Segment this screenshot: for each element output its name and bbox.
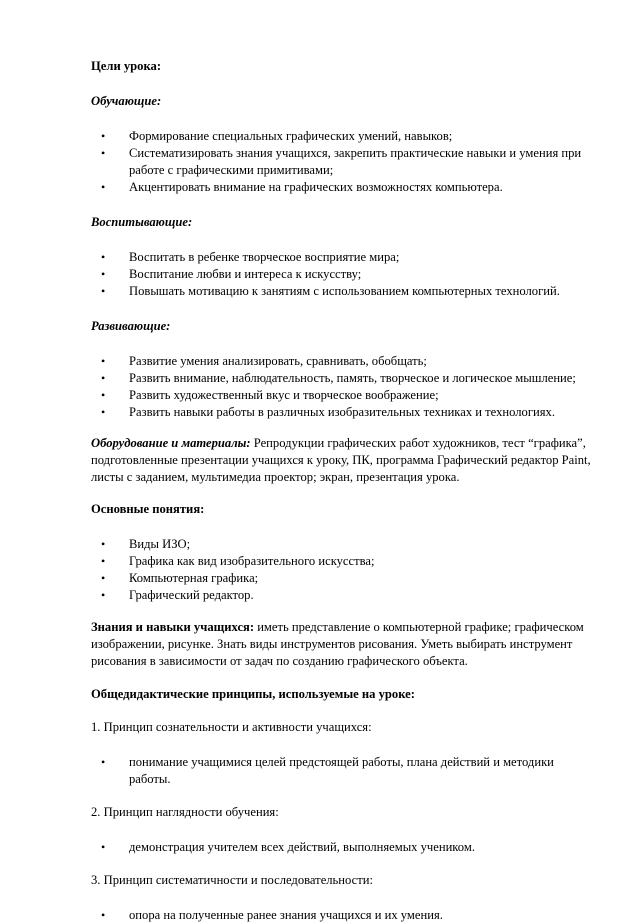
developing-list bbox=[91, 353, 591, 421]
list-item-text: Развить навыки работы в различных изобразительных техниках и технологиях. bbox=[129, 405, 555, 419]
bullet-icon: • bbox=[101, 371, 106, 385]
principle-3-heading: 3. Принцип систематичности и последовательности: bbox=[91, 873, 373, 887]
list-item bbox=[91, 387, 591, 404]
list-item bbox=[91, 370, 591, 387]
skills-paragraph bbox=[91, 619, 591, 670]
list-item-text: демонстрация учителем всех действий, выполняемых учеником. bbox=[129, 840, 475, 854]
list-item bbox=[91, 179, 591, 196]
list-item-text: опора на полученные ранее знания учащихся и их умения. bbox=[129, 908, 443, 922]
list-item-text: Акцентировать внимание на графических возможностях компьютера. bbox=[129, 180, 503, 194]
principle-1-heading: 1. Принцип сознательности и активности учащихся: bbox=[91, 720, 372, 734]
bullet-icon: • bbox=[101, 554, 106, 568]
bullet-icon: • bbox=[101, 571, 106, 585]
bullet-icon: • bbox=[101, 267, 106, 281]
equipment-label: Оборудование и материалы: bbox=[91, 436, 251, 450]
list-item-text: Воспитать в ребенке творческое восприятие мира; bbox=[129, 250, 400, 264]
list-item bbox=[91, 283, 591, 300]
list-item bbox=[91, 404, 591, 421]
list-item bbox=[91, 754, 591, 788]
bullet-icon: • bbox=[101, 284, 106, 298]
list-item bbox=[91, 587, 591, 604]
goals-heading: Цели урока: bbox=[91, 59, 162, 73]
bullet-icon: • bbox=[101, 537, 106, 551]
list-item bbox=[91, 145, 591, 179]
upbringing-heading: Воспитывающие: bbox=[91, 215, 193, 229]
list-item bbox=[91, 839, 591, 856]
bullet-icon: • bbox=[101, 388, 106, 402]
bullet-icon: • bbox=[101, 354, 106, 368]
teaching-list bbox=[91, 128, 591, 196]
teaching-heading: Обучающие: bbox=[91, 94, 162, 108]
concepts-heading: Основные понятия: bbox=[91, 502, 205, 516]
list-item bbox=[91, 249, 591, 266]
list-item-text: Повышать мотивацию к занятиям с использованием компьютерных технологий. bbox=[129, 284, 560, 298]
bullet-icon: • bbox=[101, 840, 106, 854]
list-item-text: Развитие умения анализировать, сравнивать, обобщать; bbox=[129, 354, 427, 368]
principle-2-list bbox=[91, 839, 591, 856]
list-item-text: Воспитание любви и интереса к искусству; bbox=[129, 267, 362, 281]
bullet-icon: • bbox=[101, 180, 106, 194]
concepts-list bbox=[91, 536, 591, 604]
principle-1-list bbox=[91, 754, 591, 788]
list-item bbox=[91, 128, 591, 145]
list-item bbox=[91, 907, 591, 924]
equipment-text: Репродукции графических работ художников, тест “графика”, подготовленные презентации учащихся к уроку, ПК, программа Графический редактор Paint, листы с заданием, мультимедиа проектор; экран, презентация урока. bbox=[91, 436, 591, 484]
list-item-text: Графический редактор. bbox=[129, 588, 254, 602]
list-item-text: Систематизировать знания учащихся, закрепить практические навыки и умения при работе с графическими примитивами; bbox=[129, 146, 582, 177]
developing-heading: Развивающие: bbox=[91, 319, 171, 333]
list-item bbox=[91, 353, 591, 370]
list-item-text: Виды ИЗО; bbox=[129, 537, 191, 551]
list-item-text: Развить внимание, наблюдательность, память, творческое и логическое мышление; bbox=[129, 371, 576, 385]
bullet-icon: • bbox=[101, 405, 106, 419]
list-item bbox=[91, 536, 591, 553]
skills-text: иметь представление о компьютерной графике; графическом изображении, рисунке. Знать виды инструментов рисования. Уметь выбирать инструмент рисования в зависимости от задач по созданию графического объекта. bbox=[91, 620, 584, 668]
list-item-text: Формирование специальных графических умений, навыков; bbox=[129, 129, 453, 143]
bullet-icon: • bbox=[101, 146, 106, 160]
bullet-icon: • bbox=[101, 908, 106, 922]
list-item bbox=[91, 570, 591, 587]
list-item bbox=[91, 266, 591, 283]
equipment-paragraph bbox=[91, 435, 591, 486]
upbringing-list bbox=[91, 249, 591, 300]
bullet-icon: • bbox=[101, 755, 106, 769]
list-item-text: Развить художественный вкус и творческое воображение; bbox=[129, 388, 439, 402]
principle-2-heading: 2. Принцип наглядности обучения: bbox=[91, 805, 279, 819]
principle-3-list bbox=[91, 907, 591, 924]
bullet-icon: • bbox=[101, 588, 106, 602]
list-item-text: понимание учащимися целей предстоящей работы, плана действий и методики работы. bbox=[129, 755, 554, 786]
principles-heading: Общедидактические принципы, используемые на уроке: bbox=[91, 687, 415, 701]
lesson-document bbox=[91, 58, 591, 924]
bullet-icon: • bbox=[101, 129, 106, 143]
list-item-text: Компьютерная графика; bbox=[129, 571, 259, 585]
skills-label: Знания и навыки учащихся: bbox=[91, 620, 255, 634]
bullet-icon: • bbox=[101, 250, 106, 264]
list-item bbox=[91, 553, 591, 570]
list-item-text: Графика как вид изобразительного искусства; bbox=[129, 554, 375, 568]
